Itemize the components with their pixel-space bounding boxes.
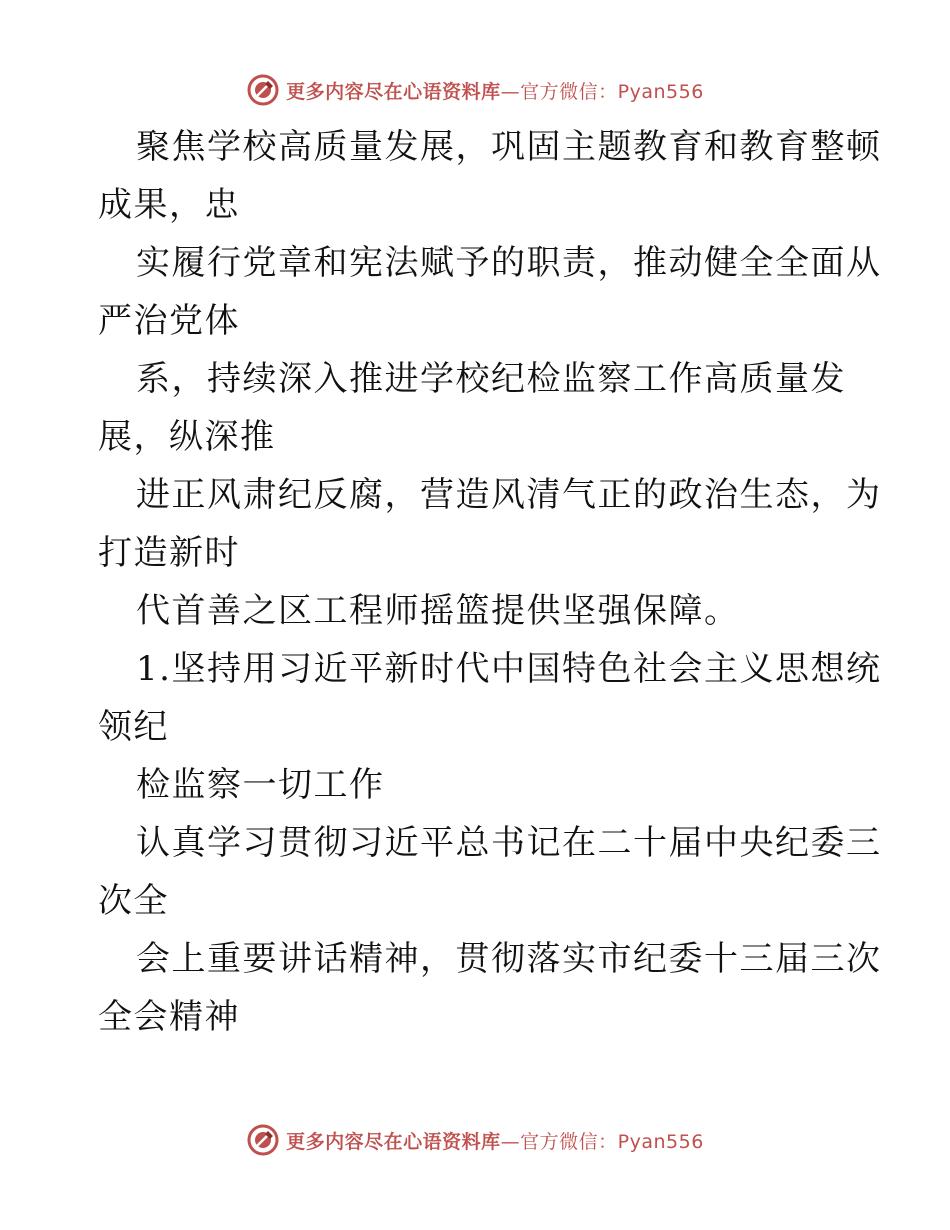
header-banner bbox=[0, 70, 950, 110]
header-wechat-text: 官方微信：Pyan556 bbox=[520, 80, 704, 103]
body-line-4: 严治党体 bbox=[98, 301, 240, 341]
footer-dash: — bbox=[500, 1130, 521, 1153]
footer-wechat-text: 官方微信：Pyan556 bbox=[520, 1130, 704, 1153]
footer-site-text: 更多内容尽在心语资料库 bbox=[286, 1130, 501, 1153]
body-line-10: 1.坚持用习近平新时代中国特色社会主义思想统 bbox=[136, 649, 882, 689]
header-dash: — bbox=[500, 80, 521, 103]
header-site-text: 更多内容尽在心语资料库 bbox=[286, 80, 501, 103]
body-line-16: 全会精神 bbox=[98, 997, 240, 1037]
footer-banner bbox=[0, 1120, 950, 1160]
body-line-12: 检监察一切工作 bbox=[136, 765, 385, 805]
body-line-14: 次全 bbox=[98, 881, 169, 921]
body-line-6: 展，纵深推 bbox=[98, 417, 276, 457]
body-line-5: 系，持续深入推进学校纪检监察工作高质量发 bbox=[136, 359, 846, 399]
body-line-1: 聚焦学校高质量发展，巩固主题教育和教育整顿 bbox=[136, 127, 882, 167]
body-line-8: 打造新时 bbox=[98, 533, 240, 573]
document-body bbox=[98, 118, 882, 1046]
footer-text bbox=[286, 1127, 704, 1154]
body-line-11: 领纪 bbox=[98, 707, 169, 747]
body-line-15: 会上重要讲话精神，贯彻落实市纪委十三届三次 bbox=[136, 939, 882, 979]
logo-icon bbox=[246, 73, 280, 107]
body-line-2: 成果，忠 bbox=[98, 185, 240, 225]
header-text bbox=[286, 77, 704, 104]
body-line-3: 实履行党章和宪法赋予的职责，推动健全全面从 bbox=[136, 243, 882, 283]
body-line-7: 进正风肃纪反腐，营造风清气正的政治生态，为 bbox=[136, 475, 882, 515]
logo-icon bbox=[246, 1123, 280, 1157]
body-line-9: 代首善之区工程师摇篮提供坚强保障。 bbox=[136, 591, 740, 631]
body-line-13: 认真学习贯彻习近平总书记在二十届中央纪委三 bbox=[136, 823, 882, 863]
